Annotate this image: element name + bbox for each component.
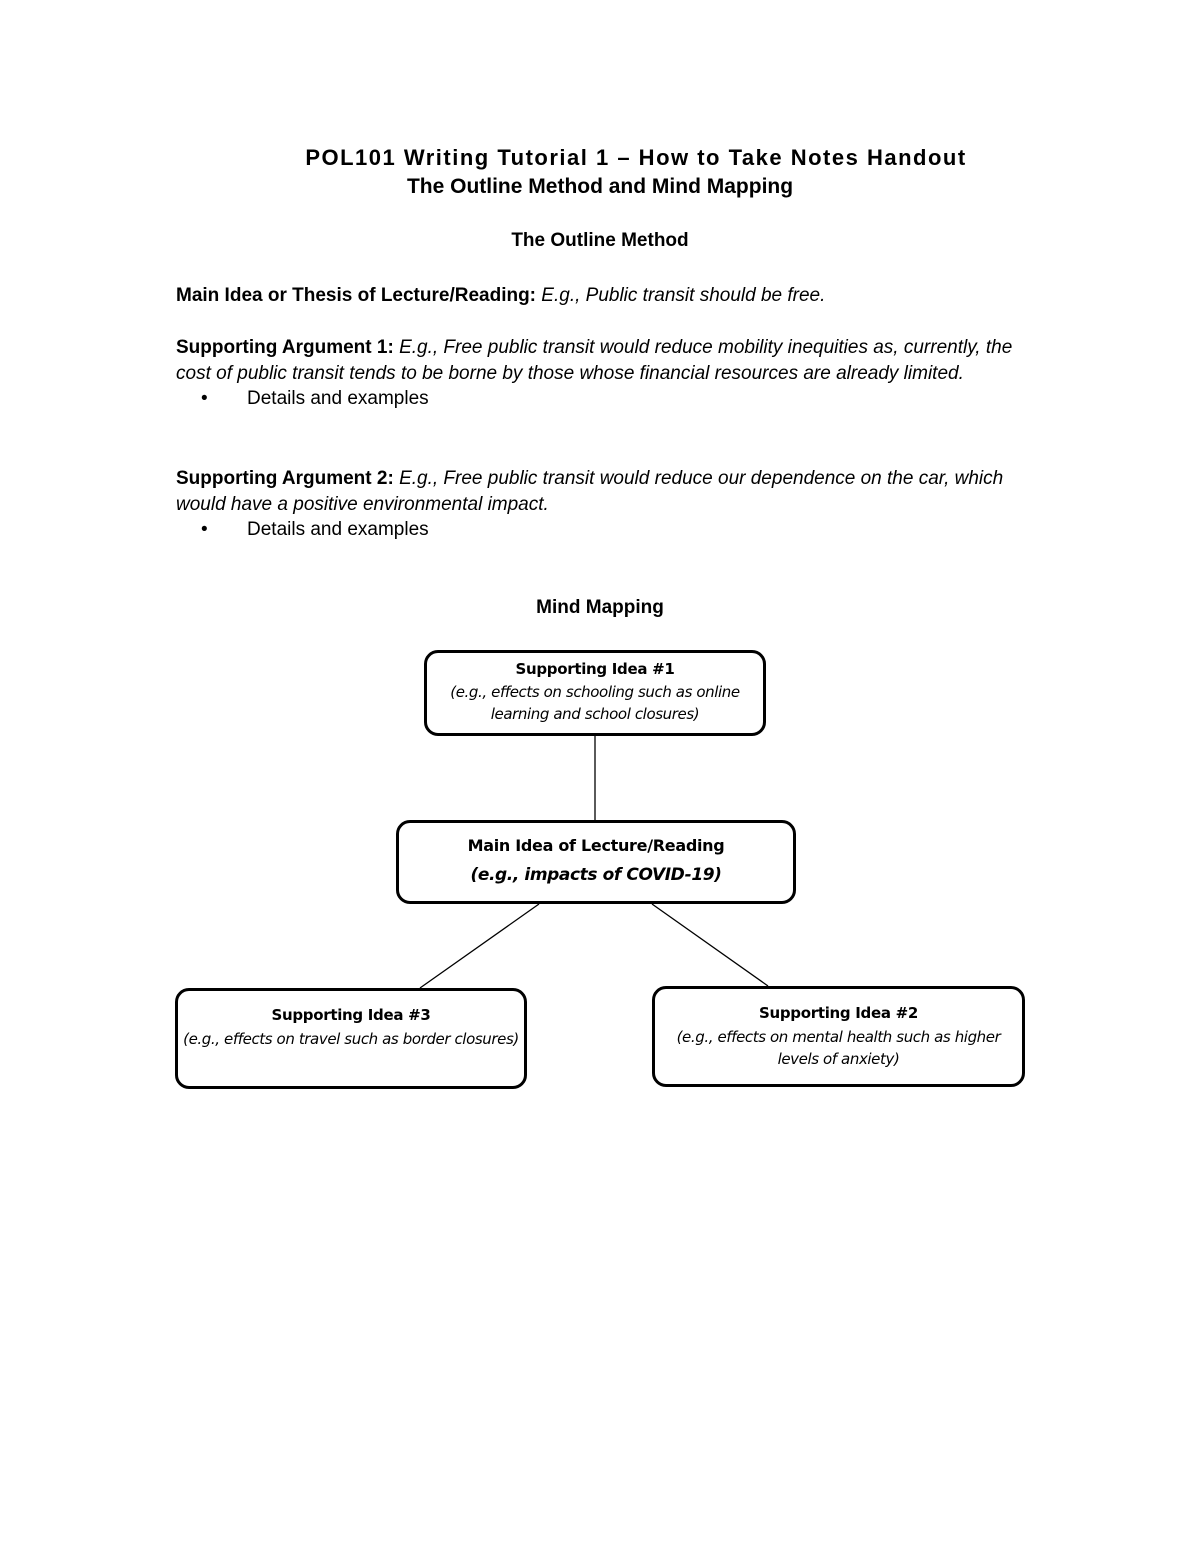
supporting-idea-3-box [175, 988, 527, 1089]
document-title [0, 144, 1200, 202]
mind-mapping-heading: Mind Mapping [536, 597, 664, 618]
list-item [176, 517, 1036, 543]
supporting-idea-2-title: Supporting Idea #2 [758, 1004, 919, 1022]
argument-1-bullets [176, 386, 1036, 412]
connector-main-to-idea-3 [420, 904, 539, 988]
supporting-idea-1-desc: (e.g., effects on schooling such as online learning and school closures) [450, 683, 740, 723]
title-line-2: The Outline Method and Mind Mapping [406, 175, 794, 198]
title-line-1: POL101 Writing Tutorial 1 – How to Take Notes Handout [305, 145, 967, 170]
argument-2-example: E.g., Free public transit would reduce our dependence on the car, which would have a positive environmental impact. [176, 468, 1004, 515]
outline-method-heading: The Outline Method [511, 230, 689, 251]
main-idea-box [396, 820, 796, 904]
supporting-idea-2-desc: (e.g., effects on mental health such as higher levels of anxiety) [676, 1028, 1001, 1068]
supporting-idea-3-title: Supporting Idea #3 [271, 1006, 431, 1024]
bullet-text: Details and examples [247, 388, 429, 409]
supporting-idea-3-desc: (e.g., effects on travel such as border closures) [183, 1030, 519, 1048]
bullet-icon: • [201, 388, 208, 409]
list-item [176, 386, 1036, 412]
argument-1-example: E.g., Free public transit would reduce mobility inequities as, currently, the cost of public transit tends to be borne by those whose financial resources are already limited. [176, 337, 1013, 384]
main-idea-desc: (e.g., impacts of COVID-19) [470, 865, 722, 885]
argument-1-label: Supporting Argument 1: [176, 337, 394, 358]
argument-2-label: Supporting Argument 2: [176, 468, 394, 489]
supporting-argument-1 [176, 335, 1036, 412]
main-idea-paragraph [176, 283, 1036, 309]
supporting-idea-2-box [652, 986, 1025, 1087]
bullet-text: Details and examples [247, 519, 429, 540]
main-idea-label: Main Idea or Thesis of Lecture/Reading: [176, 285, 537, 306]
argument-2-bullets [176, 517, 1036, 543]
bullet-icon: • [201, 519, 208, 540]
supporting-idea-1-title: Supporting Idea #1 [515, 660, 675, 678]
supporting-idea-1-box [424, 650, 766, 736]
connector-main-to-idea-2 [652, 904, 768, 986]
main-idea-title: Main Idea of Lecture/Reading [467, 836, 725, 855]
supporting-argument-2 [176, 466, 1036, 543]
main-idea-example: E.g., Public transit should be free. [541, 285, 826, 306]
